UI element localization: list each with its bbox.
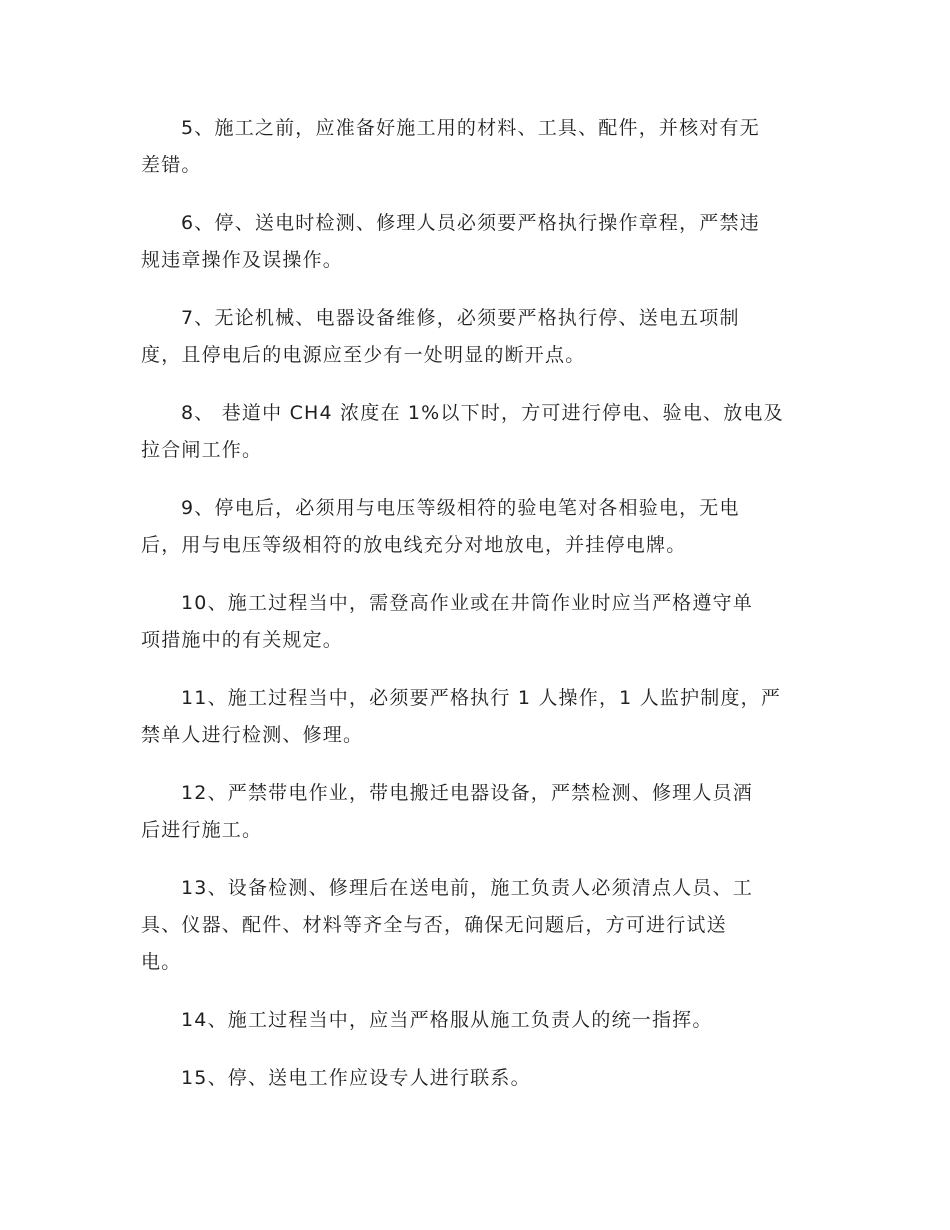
paragraph-line: 后，用与电压等级相符的放电线充分对地放电，并挂停电牌。 — [141, 534, 687, 556]
paragraph-item-13 — [141, 870, 805, 981]
paragraph-line: 禁单人进行检测、修理。 — [141, 724, 364, 746]
paragraph-line: 具、仪器、配件、材料等齐全与否，确保无问题后，方可进行试送 — [141, 914, 727, 936]
paragraph-line: 11、施工过程当中，必须要严格执行 1 人操作，1 人监护制度，严 — [181, 687, 782, 709]
paragraph-item-11 — [141, 680, 805, 754]
paragraph-item-15 — [141, 1060, 805, 1097]
paragraph-line: 项措施中的有关规定。 — [141, 629, 344, 651]
paragraph-item-8 — [141, 395, 805, 469]
paragraph-line: 15、停、送电工作应设专人进行联系。 — [181, 1067, 531, 1089]
paragraph-item-12 — [141, 775, 805, 849]
paragraph-item-6 — [141, 205, 805, 279]
document-body — [141, 110, 805, 1118]
paragraph-line: 电。 — [141, 951, 182, 973]
paragraph-line: 拉合闸工作。 — [141, 439, 263, 461]
paragraph-line: 6、停、送电时检测、修理人员必须要严格执行操作章程，严禁违 — [181, 212, 760, 234]
paragraph-line: 14、施工过程当中，应当严格服从施工负责人的统一指挥。 — [181, 1009, 713, 1031]
paragraph-item-7 — [141, 300, 805, 374]
paragraph-line: 差错。 — [141, 154, 202, 176]
paragraph-item-5 — [141, 110, 805, 184]
paragraph-line: 5、施工之前，应准备好施工用的材料、工具、配件，并核对有无 — [181, 117, 760, 139]
paragraph-line: 度，且停电后的电源应至少有一处明显的断开点。 — [141, 344, 586, 366]
paragraph-line: 7、无论机械、电器设备维修，必须要严格执行停、送电五项制 — [181, 307, 740, 329]
paragraph-line: 13、设备检测、修理后在送电前，施工负责人必须清点人员、工 — [181, 877, 753, 899]
paragraph-line: 12、严禁带电作业，带电搬迁电器设备，严禁检测、修理人员酒 — [181, 782, 753, 804]
paragraph-line: 8、 巷道中 CH4 浓度在 1%以下时，方可进行停电、验电、放电及 — [181, 402, 784, 424]
paragraph-item-14 — [141, 1002, 805, 1039]
paragraph-line: 后进行施工。 — [141, 819, 263, 841]
paragraph-line: 9、停电后，必须用与电压等级相符的验电笔对各相验电，无电 — [181, 497, 740, 519]
paragraph-item-10 — [141, 585, 805, 659]
paragraph-line: 规违章操作及误操作。 — [141, 249, 344, 271]
paragraph-item-9 — [141, 490, 805, 564]
paragraph-line: 10、施工过程当中，需登高作业或在井筒作业时应当严格遵守单 — [181, 592, 753, 614]
